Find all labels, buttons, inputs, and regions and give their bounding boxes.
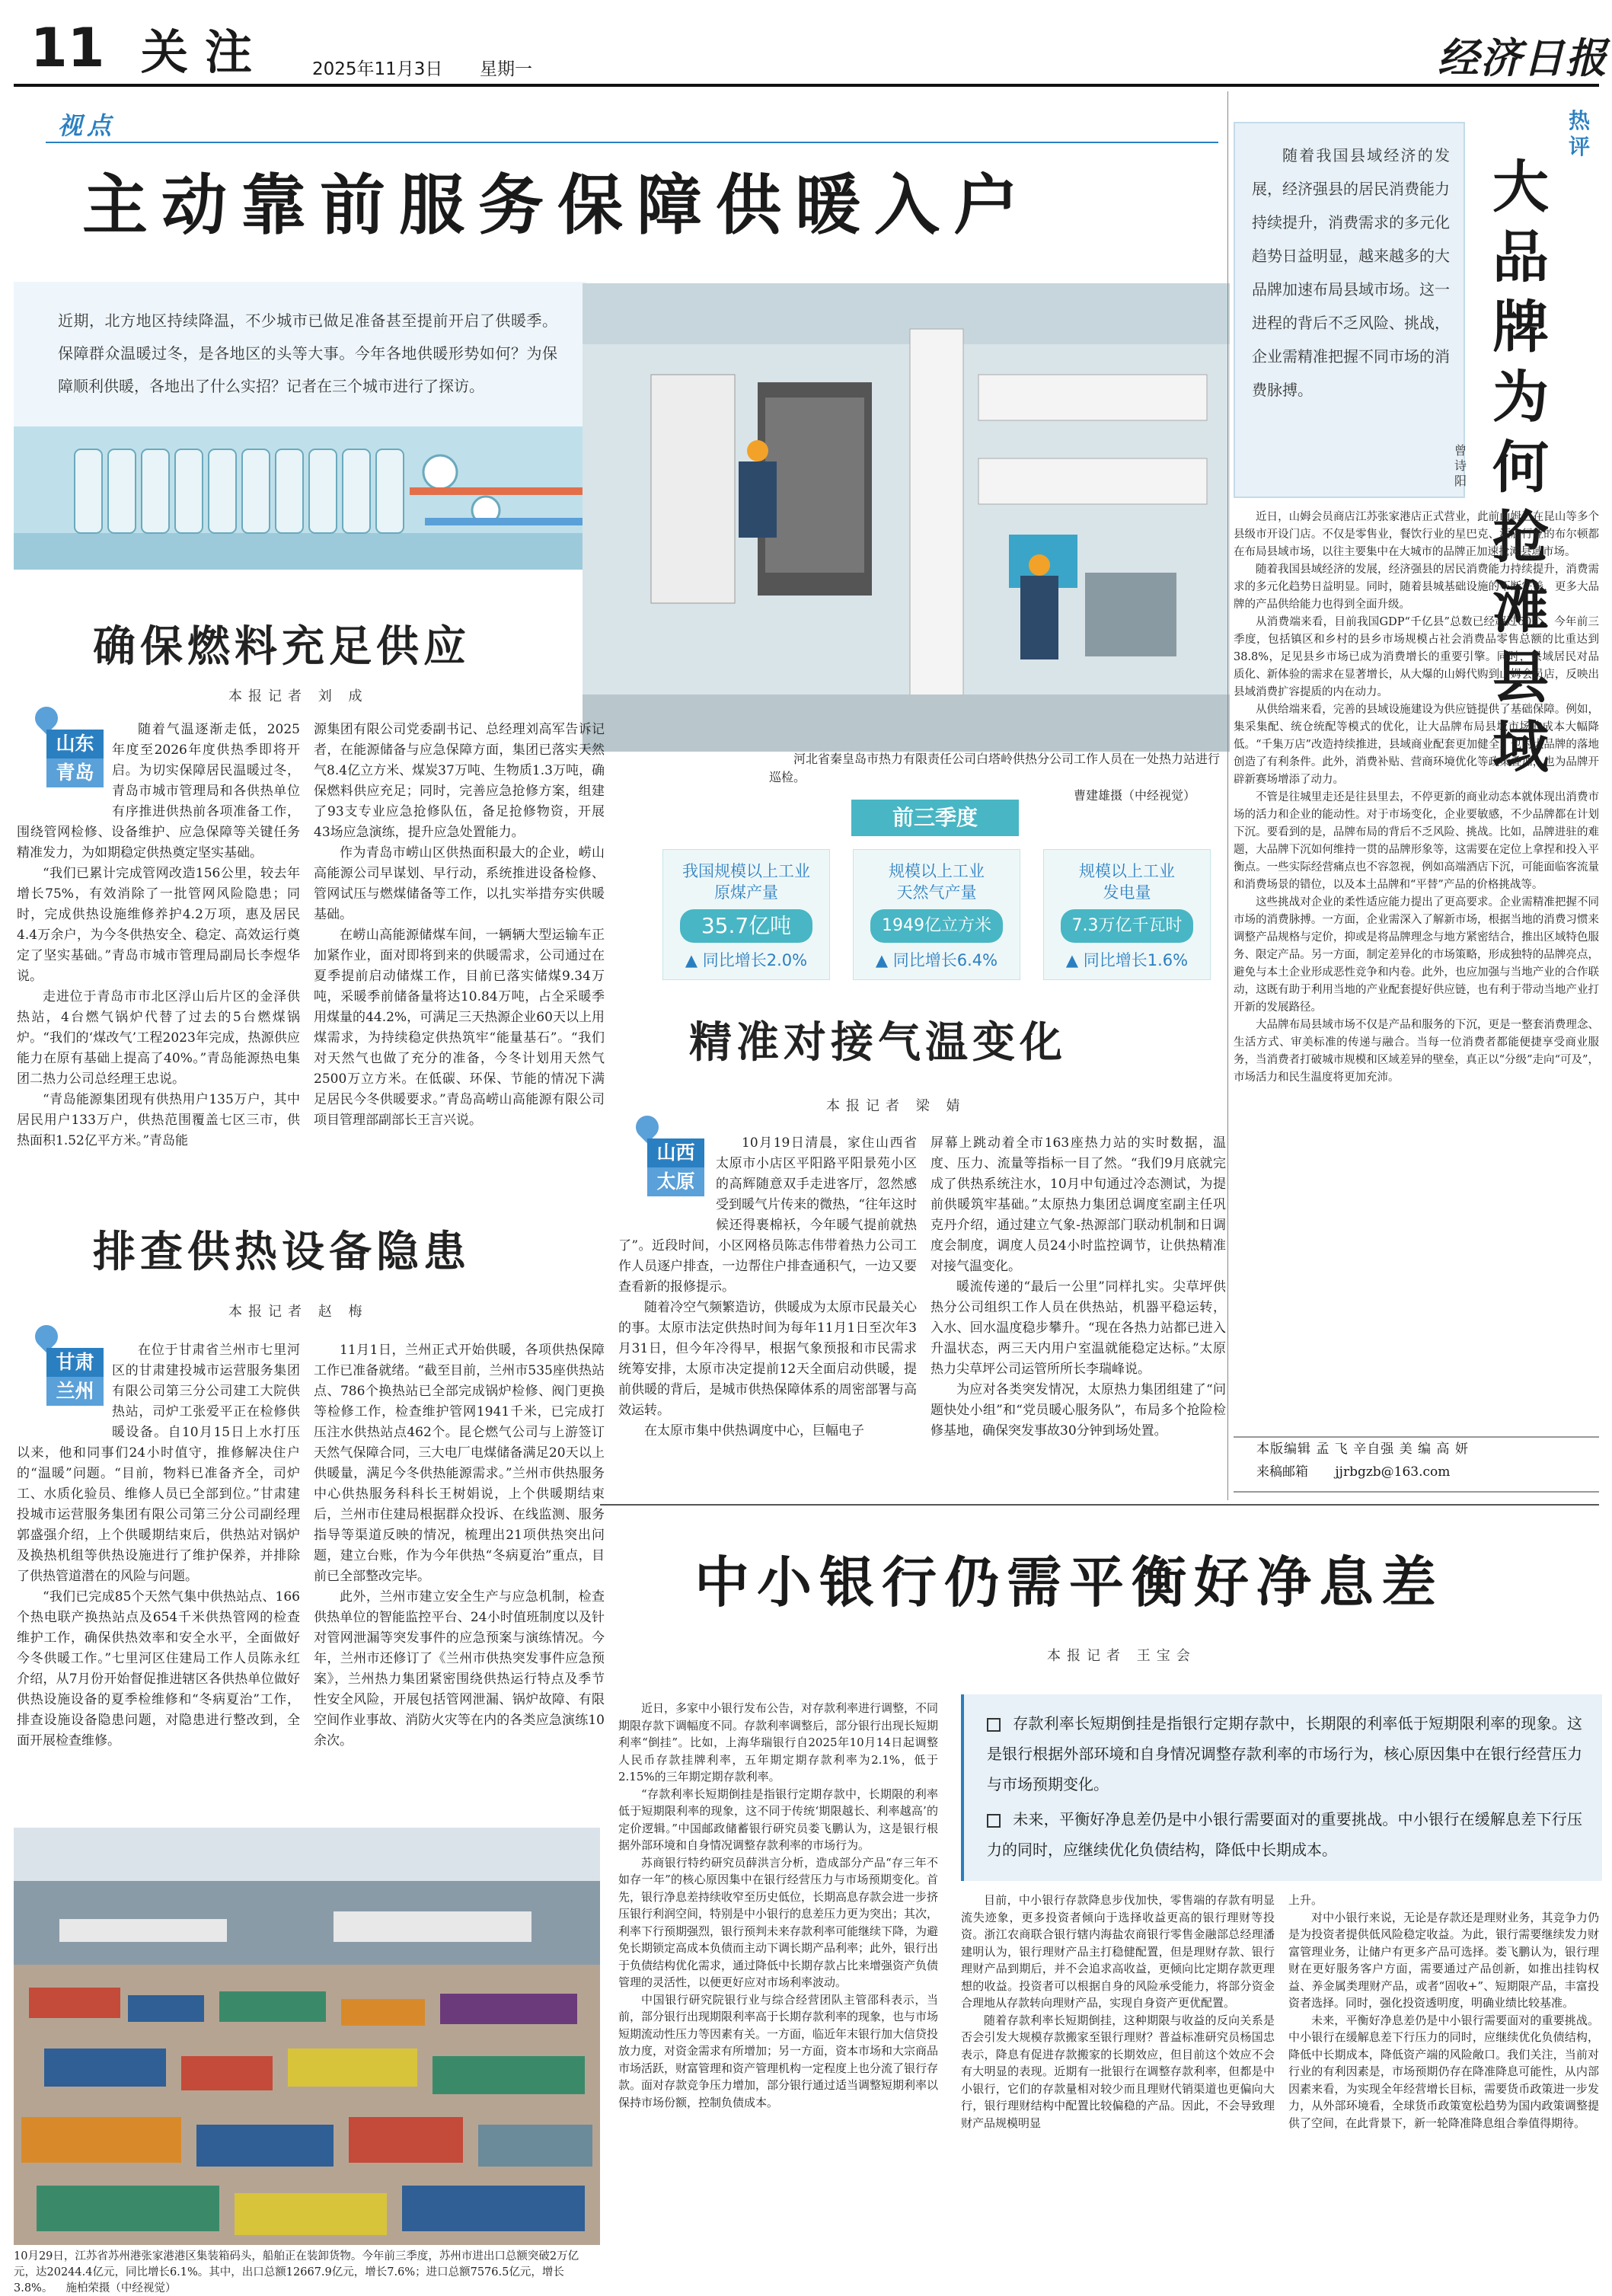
section3-title: 精准对接气温变化 (689, 1018, 1067, 1068)
photo1-credit: 曹建雄摄（中经视觉） (1073, 788, 1195, 803)
stat-growth-text: 同比增长1.6% (1083, 951, 1189, 969)
commentary-summary: 随着我国县域经济的发展，经济强县的居民消费能力持续提升，消费需求的多元化趋势日益明显，越来越多的大品牌加速布局县域市场。这一进程的背后不乏风险、挑战，企业需精准把握不同市场的消费脉搏。 (1252, 146, 1450, 399)
paragraph: 中国银行研究院银行业与综合经营团队主管邵科表示，当前，部分银行出现期限利率高于长期存款利率的现象，也与市场短期流动性压力等因素有关。一方面，临近年末银行加大信贷投放力度，对资金需求有所增加；另一方面，资本市场和大宗商品市场活跃，财富管理和资产管理机构一定程度上也分流了银行存款。面对存款竞争压力增加，部分银行通过适当调整短期利率以保持市场份额，控制负债成本。 (618, 1992, 939, 2109)
paragraph: 近日，多家中小银行发布公告，对存款利率进行调整，不同期限存款下调幅度不同。存款利率调整后，部分银行出现长短期利率“倒挂”。比如，上海华瑞银行自2025年10月14日起调整人民币存款挂牌利率，五年期定期存款利率为2.1%，低于2.15%的三年期定期存款利率。 (618, 1701, 939, 1783)
paper-logo: 经济日报 (1438, 34, 1608, 82)
weekday: 星期一 (480, 59, 532, 79)
paragraph: “我们已完成85个天然气集中供热站点、166个热电联产换热站点及654千米供热管网的检查维护工作，确保供热效率和安全水平，全面做好今冬供暖工作。”七里河区住建局工作人员陈永红介绍，从7月份开始督促推进辖区各供热单位做好供热设施设备的夏季检维修和“冬病夏治”工作，排查设施设备隐患问题，对隐患进行整改到，全面开展检查维修。 (17, 1589, 300, 1748)
paragraph: 从供给端来看，完善的县域设施建设为供应链提供了基础保障。例如，集采集配、统仓统配等模式的优化，让大品牌布局县域市场的成本大幅降低。“千集万店”改造持续推进，县域商业配套更加健全，也为大品牌的落地创造了有利条件。此外，消费补贴、营商环境优化等政策叠加，也为品牌开辟新赛场增添了动力。 (1234, 704, 1599, 786)
section2-city: 兰州 (46, 1377, 104, 1406)
lead-box (14, 282, 586, 426)
paragraph: 随着冷空气频繁造访，供暖成为太原市民最关心的事。太原市法定供热时间为每年11月1日至次年3月31日，但今年冷得早，根据气象预报和市民需求统筹安排，太原市决定提前12天全面启动供暖，提前供暖的背后，是城市供热保障体系的周密部署与高效运转。 (618, 1300, 917, 1418)
column-divider (1227, 91, 1228, 1500)
section1-byline (228, 685, 368, 705)
bank-divider (600, 1504, 1599, 1506)
checkbox-icon (987, 1814, 1001, 1828)
stat-card-coal (662, 849, 830, 980)
editor-box (1234, 1436, 1599, 1493)
masthead (0, 0, 1612, 84)
section1-col1 (17, 720, 300, 1151)
paragraph: 走进位于青岛市市北区浮山后片区的金泽供热站，4台燃气锅炉代替了过去的5台燃煤锅炉。“我们的‘煤改气’工程2023年完成，热源供应能力在原有基础上提高了40%。”青岛能源热电集团二热力公司总经理王忠说。 (17, 989, 300, 1087)
section3-col2 (930, 1133, 1226, 1442)
paragraph: 随着气温逐渐走低，2025年度至2026年度供热季即将开启。为切实保障居民温暖过冬，青岛市城市管理局和各供热单位有序推进供热前各项准备工作，围绕管网检修、设备维护、应急保障等关键任务精准发力，为如期稳定供热奠定坚实基础。 (17, 722, 300, 861)
bank-byline-text: 本报记者 王宝会 (1047, 1648, 1196, 1664)
paragraph: 作为青岛市崂山区供热面积最大的企业，崂山高能源公司早谋划、早行动，系统推进设备检修、管网试压与燃煤储备等工作，以扎实举措夯实供暖基础。 (314, 845, 605, 922)
up-arrow-icon: ▲ (1065, 951, 1084, 969)
stat-card-gas (853, 849, 1020, 980)
paragraph: 11月1日，兰州正式开始供暖，各项供热保障工作已准备就绪。“截至目前，兰州市535座供热站点、786个换热站已全部完成锅炉检修、阀门更换等检修工作，检查维护管网1941千米，已完成打压注水供热站点462个。昆仑燃气公司与上游签订天然气保障合同，三大电厂电煤储备满足20天以上供暖量，满足今冬供热能源需求。”兰州市供热服务中心供热服务科科长王树娟说，上个供暖期结束后，兰州市住建局根据群众投诉、在线监测、服务指导等渠道反映的情况，梳理出21项供热突出问题，建立台账，作为今年供热“冬病夏治”重点，目前已全部整改完毕。 (314, 1343, 605, 1584)
commentary-tag: 热评 (1569, 108, 1591, 159)
paragraph: “青岛能源集团现有供热用户135万户，其中居民用户133万户，供热范围覆盖七区三市，供热面积1.52亿平方米。”青岛能 (17, 1092, 300, 1148)
checkbox-icon (987, 1718, 1001, 1732)
up-arrow-icon: ▲ (685, 951, 703, 969)
infographic (655, 792, 1218, 982)
heating-station-photo (583, 283, 1230, 752)
lead-text: 近期，北方地区持续降温，不少城市已做足准备甚至提前开启了供暖季。保障群众温暖过冬，是各地区的头等大事。今年各地供暖形势如何？为保障顺利供暖，各地出了什么实招？记者在三个城市进行了探访。 (58, 311, 557, 395)
stat-growth-text: 同比增长2.0% (702, 951, 808, 969)
stat-value: 35.7亿吨 (680, 909, 812, 943)
paragraph: “我们已累计完成管网改造156公里，较去年增长75%，有效消除了一批管网风险隐患；同时，完成供热设施维修养护4.2万项，惠及居民4.4万余户，为今冬供热安全、稳定、高效运行奠定了坚实基础。”青岛市城市管理局副局长李煜华说。 (17, 866, 300, 984)
paragraph: 屏幕上跳动着全市163座热力站的实时数据，温度、压力、流量等指标一目了然。“我们9月底就完成了供热系统注水，10月中旬通过冷态测试，为提前供暖筑牢基础。”太原热力集团总调度室副主任巩克丹介绍，通过建立气象-热源部门联动机制和日调度会制度，调度人员24小时监控调节，让供热精准对接气温变化。 (930, 1135, 1226, 1274)
commentary-author: 曾诗阳 (1454, 443, 1467, 488)
stat-value: 1949亿立方米 (870, 909, 1003, 943)
port-photo (14, 1828, 600, 2245)
section1-col2 (314, 720, 605, 1131)
section1-title: 确保燃料充足供应 (93, 622, 471, 672)
section3-byline-text: 本报记者 梁 婧 (826, 1098, 966, 1114)
section2-byline-text: 本报记者 赵 梅 (228, 1304, 369, 1320)
paragraph: 为应对各类突发情况，太原热力集团组建了“问题快处小组”和“党员暖心服务队”，布局多个抢险检修基地，确保突发事故30分钟到场处置。 (930, 1382, 1226, 1439)
editors-credit: 本版编辑 孟 飞 辛自强 美 编 高 妍 (1256, 1442, 1469, 1457)
bank-col3 (1288, 1892, 1599, 2132)
stat-growth (663, 949, 829, 972)
paragraph: 在太原市集中供热调度中心，巨幅电子 (644, 1423, 864, 1439)
bank-col2 (961, 1892, 1275, 2132)
section1-province: 山东 (46, 730, 104, 758)
email-label: 来稿邮箱 (1256, 1464, 1308, 1480)
stat-growth (854, 949, 1020, 972)
bank-col1 (618, 1700, 938, 2111)
bank-highlight-box (961, 1694, 1602, 1881)
photo2-caption: 10月29日，江苏省苏州港张家港港区集装箱码头，船舶正在装卸货物。今年前三季度，苏州市进出口总额突破2万亿元，达20244.4亿元，同比增长6.1%。其中，出口总额12667.9亿元，增长7.6%；进口总额7576.5亿元，增长3.8%。 (14, 2250, 579, 2294)
paragraph: 随着我国县域经济的发展，经济强县的居民消费能力持续提升，消费需求的多元化趋势日益明显。同时，随着县城基础设施的不断完善，更多大品牌的产品供给能力也得到全面升级。 (1234, 564, 1599, 611)
paragraph: 暖流传递的“最后一公里”同样扎实。尖草坪供热分公司组织工作人员在供热站，机器平稳运转，入水、回水温度稳步攀升。“现在各热力站都已进入升温状态，两三天内用户室温就能稳定达标。”太原热力尖草坪公司运管所所长李瑞峰说。 (930, 1279, 1226, 1377)
paragraph: 10月19日清晨，家住山西省太原市小店区平阳路平阳景苑小区的高辉随意双手走进客厅，忽然感受到暖气片传来的微热，“往年这时候还得裹棉袄，今年暖气提前就热了”。近段时间，小区网格员陈志伟带着热力公司工作人员逐户排查，一边帮住户排查通积气，一边又要查看新的报修提示。 (618, 1135, 917, 1295)
main-headline: 主动靠前服务保障供暖入户 (82, 168, 1033, 244)
stat-value: 7.3万亿千瓦时 (1061, 909, 1193, 943)
paragraph: 在位于甘肃省兰州市七里河区的甘肃建投城市运营服务集团有限公司第三分公司建工大院供热站，司炉工张爱平正在检修供暖设备。自10月15日上水打压以来，他和同事们24小时值守，推修解决住户的“温暖”问题。“目前，物料已准备齐全，司炉工、水质化验员、维修人员已全部到位。”甘肃建投城市运营服务集团有限公司第三分公司副经理郭盛强介绍，上个供暖期结束后，供热站对锅炉及换热机组等供热设施进行了维护保养，并排除了供热管道潜在的风险与问题。 (17, 1343, 300, 1584)
paragraph: 近日，山姆会员商店江苏张家港店正式营业，此前山姆已在昆山等多个县级市开设门店。不仅是零售业，餐饮行业的星巴克、酒店行业的布尔顿都在布局县域市场，以往主要集中在大城市的品牌正加速抢滩县域市场。 (1234, 511, 1599, 558)
viewpoint-tag-underline (46, 142, 1218, 143)
section1-city: 青岛 (46, 758, 104, 787)
photo2-credit: 施柏荣摄（中经视觉） (65, 2282, 177, 2294)
paragraph: 对中小银行来说，无论是存款还是理财业务，其竞争力仍是为投资者提供低风险稳定收益。为此，银行需要继续发力财富管理业务，让储户有更多产品可选择。娄飞鹏认为，银行理财在更好服务客户方面，需要通过产品创新，如推出挂钩权益、养金属类理财产品，或者“固收+”、短期限产品，丰富投资者选择。同时，强化投资透明度，明确业绩比较基准。 (1288, 1910, 1599, 2010)
section3-byline (826, 1095, 966, 1115)
section2-title: 排查供热设备隐患 (93, 1228, 471, 1277)
photo1-caption: 河北省秦皇岛市热力有限责任公司白塔岭供热分公司工作人员在一处热力站进行巡检。 (769, 752, 1221, 784)
infographic-title: 前三季度 (851, 800, 1019, 836)
section-name: 关注 (141, 24, 270, 80)
stat-label: 规模以上工业 (889, 862, 985, 880)
stat-label: 规模以上工业 (1079, 862, 1175, 880)
paragraph: 苏商银行特约研究员薛洪言分析，造成部分产品“存三年不如存一年”的核心原因集中在银行经营压力与市场预期变化。首先，银行净息差持续收窄至历史低位，长期高息存款会进一步挤压银行利润空间，特别是中小银行的息差压力更为突出；其次，利率下行预期强烈，银行预判未来存款利率可能继续下降，为避免长期锁定高成本负债而主动下调长期产品利率；此外，银行出于负债结构优化需求，通过降低中长期存款占比来增强资产负债管理的灵活性，以便更好应对市场利率波动。 (618, 1855, 939, 1989)
stat-growth (1044, 949, 1210, 972)
bank-highlight-2 (964, 1799, 1602, 1865)
section3-city: 太原 (647, 1167, 704, 1196)
section2-province: 甘肃 (46, 1348, 104, 1377)
section2-col2 (314, 1340, 605, 1752)
commentary-title: 大品牌为何抢滩县域 (1492, 155, 1549, 781)
page-number: 11 (30, 17, 105, 79)
bank-highlight-1-text: 存款利率长短期倒挂是指银行定期存款中，长期限的利率低于短期限利率的现象。这是银行根据外部环境和自身情况调整存款利率的市场行为，核心原因集中在银行经营压力与市场预期变化。 (987, 1714, 1582, 1793)
bank-highlight-2-text: 未来，平衡好净息差仍是中小银行需要面对的重要挑战。中小银行在缓解息差下行压力的同时，应继续优化负债结构，降低中长期成本。 (987, 1810, 1582, 1859)
masthead-rule (14, 84, 1599, 87)
paragraph: “存款利率长短期倒挂是指银行定期存款中，长期限的利率低于短期限利率的现象，这不同于传统‘期限越长、利率越高’的定价逻辑。”中国邮政储蓄银行研究员娄飞鹏认为，这是银行根据外部环境和自身情况调整存款利率的市场行为。 (618, 1787, 938, 1852)
paragraph: 目前，中小银行存款降息步伐加快，零售端的存款有明显流失迹象，更多投资者倾向于选择收益更高的银行理财等投资。浙江农商联合银行辖内海盐农商银行零售金融部总经理潘建明认为，银行理财产品主打稳健配置，但是理财存款、银行理财产品到期后，并不会追求高收益，更倾向比定期存款更理想的收益。投资者可以根据自身的风险承受能力，将部分资金合理地从存款转向理财产品，实现自身资产更优配置。 (961, 1893, 1275, 2010)
paragraph: 源集团有限公司党委副书记、总经理刘高军告诉记者，在能源储备与应急保障方面，集团已落实天然气8.4亿立方米、煤炭37万吨、生物质1.3万吨，确保燃料供应充足；同时，完善应急抢修方案，组建了93支专业应急抢修队伍，备足抢修物资，开展43场应急演练，提升应急处置能力。 (314, 722, 605, 840)
section3-province: 山西 (647, 1138, 704, 1167)
stat-label: 发电量 (1103, 883, 1151, 902)
stat-label: 我国规模以上工业 (682, 862, 810, 880)
bank-headline: 中小银行仍需平衡好净息差 (694, 1550, 1444, 1614)
section2-byline (228, 1301, 368, 1320)
viewpoint-tag: 视点 (58, 111, 117, 140)
paragraph: 在崂山高能源储煤车间，一辆辆大型运输车正加紧作业，面对即将到来的供暖需求，公司通过在夏季提前启动储煤工作，目前已落实储煤9.34万吨，采暖季前储备量将达10.84万吨，占全采暖季用煤量的44.2%，可满足三天热源企业60天以上用煤需求，为持续稳定供热筑牢“能量基石”。“我们对天然气也做了充分的准备，今冬计划用天然气2500万立方米。在低碳、环保、节能的情况下满足居民今冬供暖要求。”青岛高崂山高能源有限公司项目管理部副部长王言兴说。 (314, 928, 605, 1128)
radiator-illustration (14, 426, 596, 570)
section1-byline-text: 本报记者 刘 成 (228, 688, 369, 704)
paragraph: 未来，平衡好净息差仍是中小银行需要面对的重要挑战。中小银行在缓解息差下行压力的同时，应继续优化负债结构，降低中长期成本，降低资产端的风险敞口。我们关注，当前对行业的有利因素是，市场预期仍存在降准降息可能性，从内部因素来看，为实现全年经营增长目标，需要货币政策进一步发力，从外部环境看，全球货币政策宽松趋势为国内政策调整提供了空间，在此背景下，新一轮降准降息组合拳值得期待。 (1288, 2013, 1599, 2130)
email-line (1234, 1461, 1599, 1483)
stat-growth-text: 同比增长6.4% (892, 951, 998, 969)
email-address[interactable]: jjrbgzb@163.com (1335, 1464, 1451, 1480)
paragraph: 此外，兰州市建立安全生产与应急机制，检查供热单位的智能监控平台、24小时值班制度以及针对管网泄漏等突发事件的应急预案与演练情况。今年，兰州市还修订了《兰州市供热突发事件应急预案》，兰州热力集团紧密围绕供热运行特点及季节性安全风险，开展包括管网泄漏、锅炉故障、有限空间作业事故、消防火灾等在内的各类应急演练10余次。 (314, 1589, 605, 1748)
commentary-body (1234, 509, 1599, 1087)
bank-byline (1047, 1645, 1196, 1665)
paragraph: 从消费端来看，目前我国GDP“千亿县”总数已经超过60个。今年前三季度，包括镇区和乡村的县乡市场规模占社会消费品零售总额的比重达到38.8%，足见县乡市场已成为消费增长的重要引擎。同时，县域居民对品质化、新体验的需求在显著增长，从大爆的山姆代购到山姆会员店，反映出县域消费扩容提质的内在动力。 (1234, 616, 1599, 698)
stat-label: 天然气产量 (896, 883, 977, 902)
paragraph: 随着存款利率长短期倒挂，这种期限与收益的反向关系是否会引发大规模存款搬家至银行理财？普益标准研究员杨国忠表示，降息有促进存款搬家的长期效应，但目前这个效应不会有大明显的表现。近期有一批银行在调整存款利率，但都是中小银行，它们的存款量相对较少而且理财代销渠道也更偏向大行，银行理财结构中配置比较偏稳的产品。因此，不会导致理财产品规模明显 (961, 2013, 1275, 2130)
section2-col1 (17, 1340, 300, 1752)
bank-highlight-1 (964, 1694, 1602, 1799)
up-arrow-icon: ▲ (875, 951, 893, 969)
paragraph: 大品牌布局县域市场不仅是产品和服务的下沉，更是一整套消费理念、生活方式、审美标准的传递与融合。当每一位消费者都能便捷享受商业服务，当消费者打破城市规模和区域差异的壁垒，真正以“分级”走向“可及”，市场活力和民生温度将更加充沛。 (1234, 1019, 1599, 1084)
stat-card-power (1043, 849, 1211, 980)
photo2-caption-box (14, 2248, 600, 2296)
paragraph: 不管是往城里走还是往县里去，不停更新的商业动态本就体现出消费市场的活力和企业的能动性。对于市场变化，企业要敏感，不少品牌都在计划下沉。要看到的是，品牌布局的背后不乏风险、挑战。比如，品牌进驻的难题，大品牌下沉如何维持一贯的品牌形象等，这需要在定位上拿捏和投入平衡点。一些实际经营痛点也不容忽视，例如高端酒店下沉，可能面临客流量和消费场景的错位，以及本土品牌和“平替”产品的价格挑战等。 (1234, 791, 1599, 891)
commentary-summary-box (1234, 122, 1465, 498)
stat-label: 原煤产量 (714, 883, 778, 902)
issue-date: 2025年11月3日 (312, 59, 443, 79)
paragraph: 上升。 (1288, 1893, 1323, 1907)
paragraph: 这些挑战对企业的柔性适应能力提出了更高要求。企业需精准把握不同市场的消费脉搏。一方面，企业需深入了解新市场，根据当地的消费习惯来调整产品规格与定价，抑或是将品牌理念与地方紧密结合，推出区域特色服务、限定产品。另一方面，制定差异化的市场策略，形成独特的品牌亮点，避免与本土企业形成恶性竞争和内卷。此外，也应加强与当地产业的合作联动，这既有助于利用当地的产业配套提好供应链，也有利于带动当地产业打开新的发展路径。 (1234, 896, 1599, 1014)
section3-col1 (618, 1133, 917, 1442)
